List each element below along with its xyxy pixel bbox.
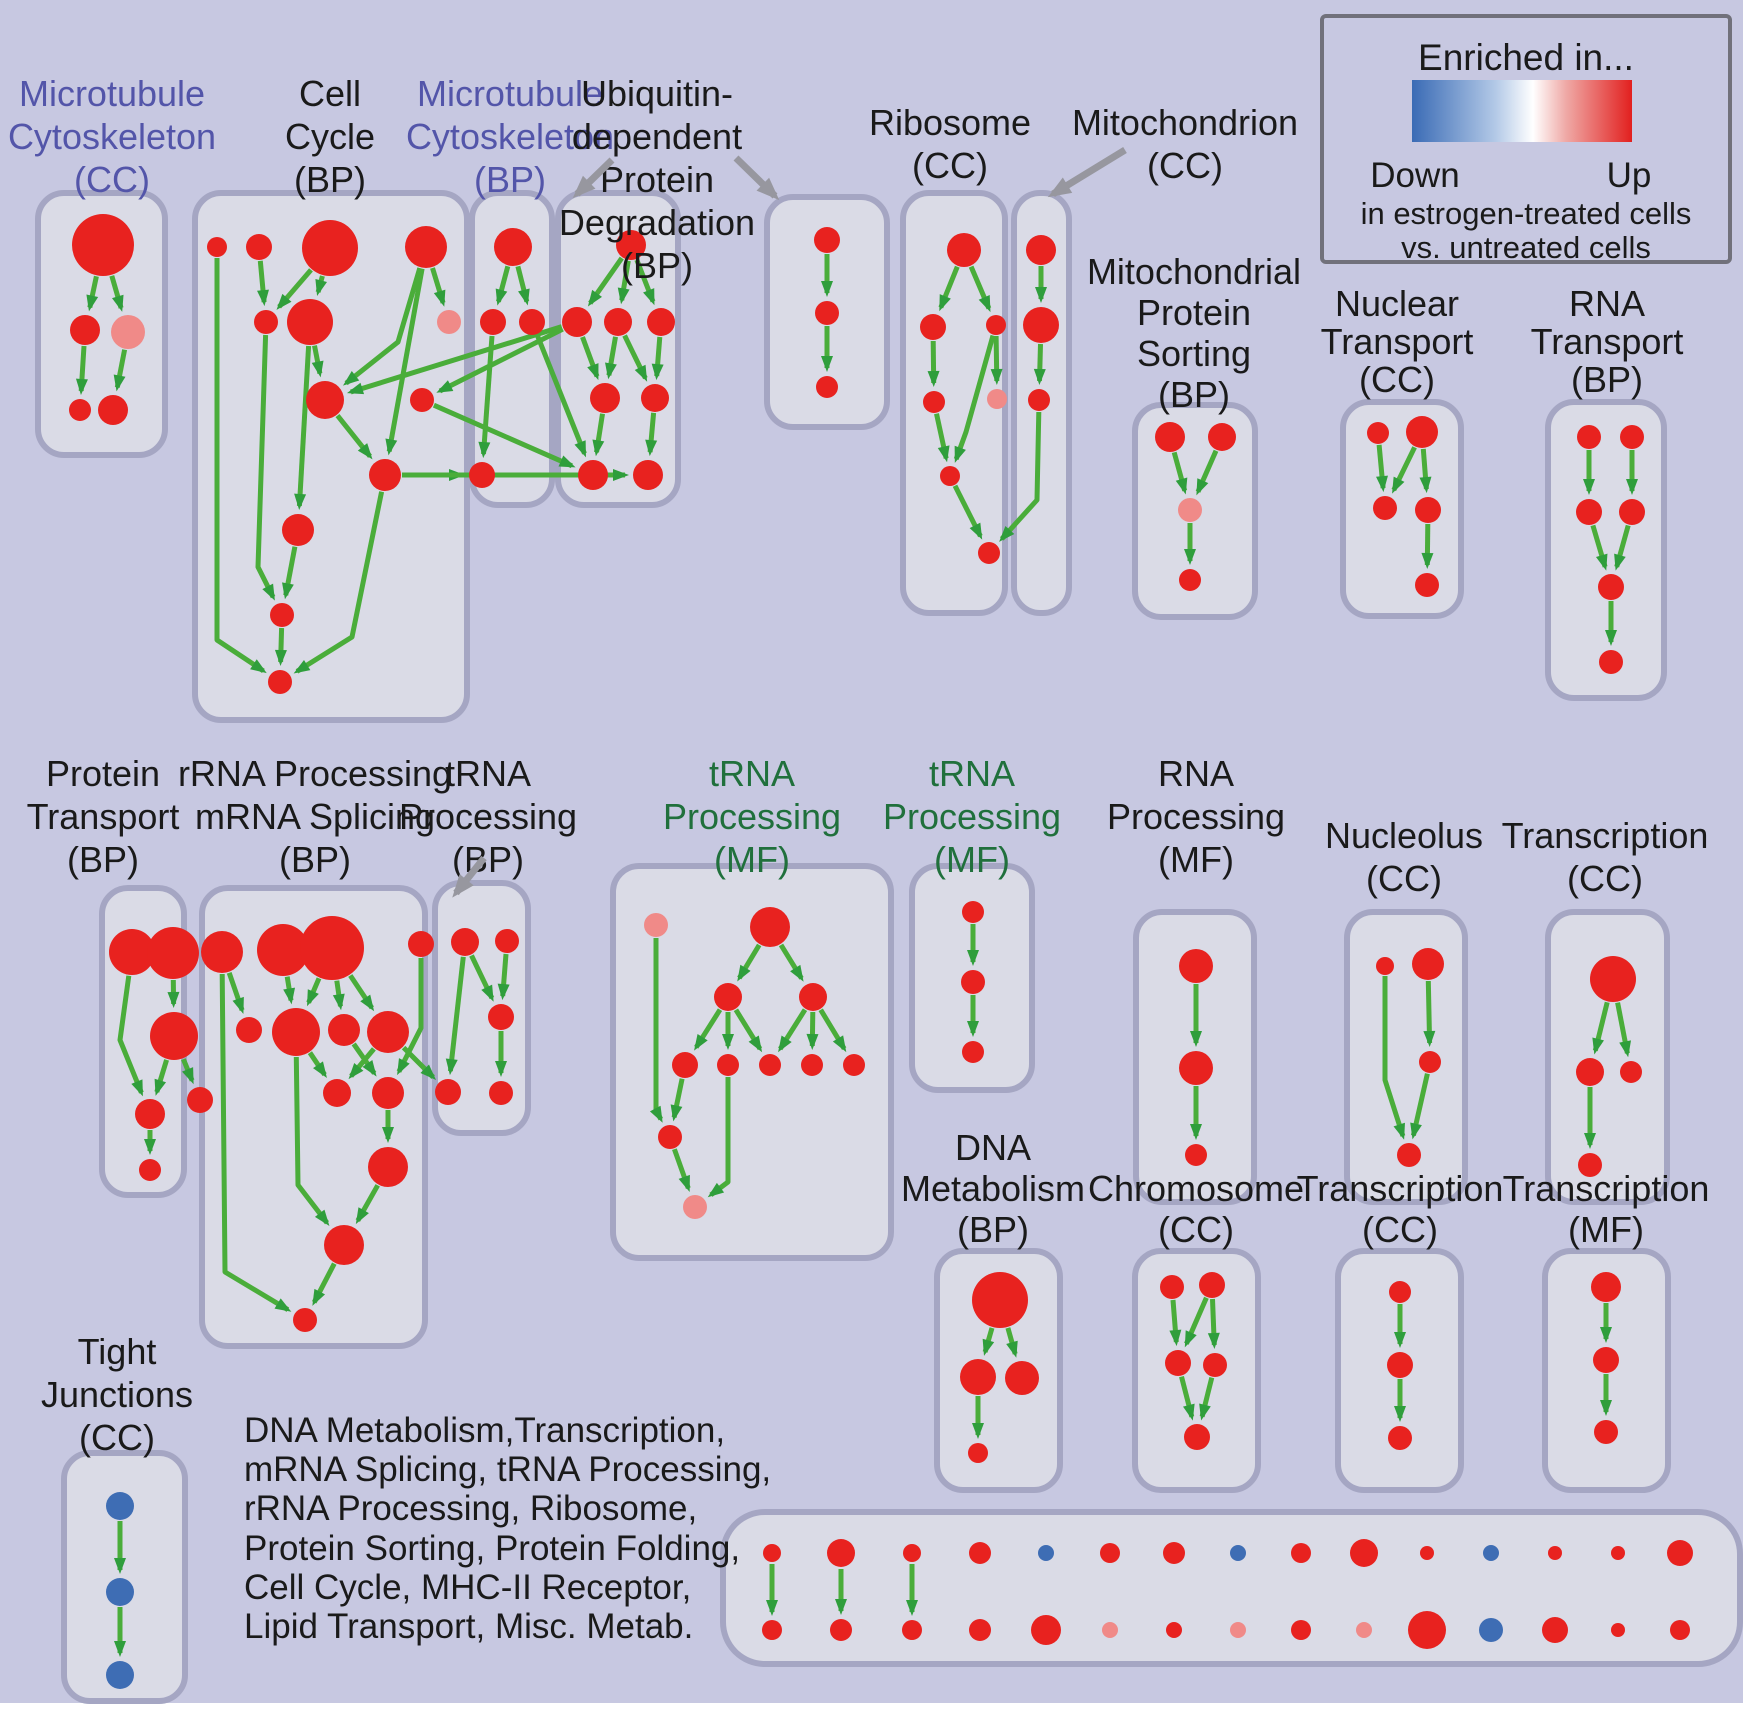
strip-node-bottom-13 xyxy=(1542,1617,1568,1643)
cluster-label-line: RNA xyxy=(1568,283,1646,324)
go-term-node-W0 xyxy=(1591,1272,1621,1302)
cluster-label-line: Microtubule xyxy=(416,73,604,114)
strip-node-top-8 xyxy=(1230,1545,1246,1561)
strip-node-top-3 xyxy=(903,1544,921,1562)
go-term-node-s10 xyxy=(683,1195,707,1219)
legend xyxy=(1322,16,1730,265)
cluster-label-line: tRNA xyxy=(444,753,532,794)
go-term-node-m2 xyxy=(469,462,495,488)
go-term-node-G9 xyxy=(372,1077,404,1109)
go-term-node-G0 xyxy=(201,931,243,973)
go-term-node-m1a xyxy=(480,309,506,335)
go-term-node-Y1 xyxy=(1387,1352,1413,1378)
cluster-label-line: (MF) xyxy=(934,839,1010,880)
edge-u3-u5 xyxy=(657,337,660,376)
go-term-node-RC xyxy=(1185,1144,1207,1166)
edge-c12-c13 xyxy=(281,628,282,662)
cluster-label-line: (BP) xyxy=(621,245,693,286)
go-term-node-q1 xyxy=(1620,425,1644,449)
cluster-label-line: (BP) xyxy=(1571,359,1643,400)
go-term-node-m0 xyxy=(494,228,532,266)
go-term-node-t3 xyxy=(1415,497,1441,523)
go-term-node-c8 xyxy=(306,381,344,419)
edge-K0-K2 xyxy=(1173,1300,1176,1342)
go-term-node-r2 xyxy=(986,315,1006,335)
cluster-label-line: (CC) xyxy=(74,159,150,200)
go-term-node-G4 xyxy=(236,1017,262,1043)
edge-s3-s7 xyxy=(812,1012,813,1046)
cluster-label-line: (CC) xyxy=(1366,858,1442,899)
cluster-label-line: Transport xyxy=(1320,321,1474,362)
go-term-node-c11 xyxy=(282,514,314,546)
go-term-node-v2 xyxy=(816,376,838,398)
edge-r2-r4 xyxy=(996,336,997,381)
go-term-node-G12 xyxy=(293,1308,317,1332)
cluster-label-line: tRNA xyxy=(708,753,796,794)
cluster-label-line: (BP) xyxy=(279,839,351,880)
go-term-node-G11 xyxy=(324,1225,364,1265)
cluster-label-line: Processing xyxy=(398,796,578,837)
go-term-node-D3 xyxy=(968,1443,988,1463)
go-term-node-B2 xyxy=(106,1661,134,1689)
strip-node-top-10 xyxy=(1350,1539,1378,1567)
strip-node-top-4 xyxy=(969,1542,991,1564)
go-term-node-t1 xyxy=(1406,416,1438,448)
note-line: Lipid Transport, Misc. Metab. xyxy=(244,1607,694,1646)
note-line: rRNA Processing, Ribosome, xyxy=(244,1489,698,1528)
go-term-node-ND xyxy=(1397,1143,1421,1167)
cluster-label-line: (CC) xyxy=(1567,858,1643,899)
go-term-node-c7 xyxy=(437,310,461,334)
go-term-node-s3 xyxy=(799,983,827,1011)
legend-gradient-bar xyxy=(1412,80,1632,142)
cluster-label-line: Transport xyxy=(26,796,180,837)
go-term-node-RA xyxy=(1179,949,1213,983)
go-term-node-t0 xyxy=(1367,422,1389,444)
cluster-label-line: tRNA xyxy=(928,753,1016,794)
note-line: Protein Sorting, Protein Folding, xyxy=(244,1529,741,1568)
go-term-node-c4 xyxy=(405,226,447,268)
strip-node-top-5 xyxy=(1038,1545,1054,1561)
cluster-label-line: Ribosome xyxy=(868,102,1032,143)
strip-node-top-9 xyxy=(1291,1543,1311,1563)
go-term-node-G13 xyxy=(187,1087,213,1113)
go-term-node-s1 xyxy=(750,907,790,947)
cluster-label-line: (BP) xyxy=(67,839,139,880)
edge-T1-T2 xyxy=(503,954,506,996)
go-term-node-v0 xyxy=(814,227,840,253)
cluster-label-line: (CC) xyxy=(1359,359,1435,400)
cluster-label-line: (MF) xyxy=(714,839,790,880)
cluster-label-line: Nuclear xyxy=(1334,283,1460,324)
cluster-label-line: Degradation xyxy=(558,202,756,243)
go-term-node-a1 xyxy=(72,214,134,276)
strip-node-top-11 xyxy=(1420,1546,1434,1560)
go-term-node-q3 xyxy=(1619,499,1645,525)
go-term-node-s4 xyxy=(672,1052,698,1078)
cluster-label-line: rRNA Processing xyxy=(177,753,453,794)
edge-r1-r3 xyxy=(933,341,934,383)
cluster-label-line: Transcription xyxy=(1296,1168,1504,1209)
cluster-label-line: Mitochondrion xyxy=(1071,102,1299,143)
strip-node-bottom-3 xyxy=(902,1620,922,1640)
go-term-node-r4 xyxy=(987,389,1007,409)
cluster-label-line: (BP) xyxy=(474,159,546,200)
go-term-node-XB xyxy=(1576,1058,1604,1086)
go-term-node-c5 xyxy=(254,310,278,334)
strip-node-top-13 xyxy=(1548,1546,1562,1560)
cluster-label-line: (BP) xyxy=(294,159,366,200)
go-term-node-RB xyxy=(1179,1051,1213,1085)
go-term-node-K0 xyxy=(1160,1275,1184,1299)
go-term-node-s5 xyxy=(717,1054,739,1076)
cluster-strip xyxy=(723,1512,1740,1664)
go-term-node-r6 xyxy=(978,542,1000,564)
cluster-label-line: Sorting xyxy=(1136,333,1252,374)
cluster-label-line: (MF) xyxy=(1568,1209,1644,1250)
strip-node-bottom-8 xyxy=(1230,1622,1246,1638)
note-line: mRNA Splicing, tRNA Processing, xyxy=(244,1450,772,1489)
cluster-label-line: Nucleolus xyxy=(1324,815,1484,856)
cluster-label-line: Protein xyxy=(45,753,161,794)
go-term-node-a4 xyxy=(69,399,91,421)
strip-node-top-7 xyxy=(1163,1542,1185,1564)
cluster-label-line: (BP) xyxy=(452,839,524,880)
cluster-label-line: Cytoskeleton xyxy=(7,116,217,157)
go-term-node-K3 xyxy=(1203,1353,1227,1377)
cluster-label-line: Cytoskeleton xyxy=(405,116,615,157)
strip-node-top-15 xyxy=(1667,1540,1693,1566)
go-term-node-G10 xyxy=(368,1147,408,1187)
go-term-node-u4 xyxy=(590,383,620,413)
cluster-label-line: Mitochondrial xyxy=(1086,251,1302,292)
go-term-node-a5 xyxy=(98,395,128,425)
go-term-node-P2 xyxy=(150,1012,198,1060)
go-term-node-T3 xyxy=(435,1079,461,1105)
go-term-node-W2 xyxy=(1594,1420,1618,1444)
go-term-node-D1 xyxy=(960,1359,996,1395)
strip-node-bottom-2 xyxy=(830,1619,852,1641)
cluster-label-line: Transport xyxy=(1530,321,1684,362)
go-term-node-K2 xyxy=(1165,1350,1191,1376)
go-term-node-v1 xyxy=(815,301,839,325)
go-term-node-T0 xyxy=(451,928,479,956)
go-term-node-w1 xyxy=(1023,307,1059,343)
go-term-node-c13 xyxy=(268,670,292,694)
go-term-node-T2 xyxy=(488,1004,514,1030)
cluster-label-line: Cycle xyxy=(284,116,376,157)
strip-node-top-1 xyxy=(763,1544,781,1562)
cluster-label-line: Processing xyxy=(882,796,1062,837)
go-term-node-NC xyxy=(1419,1051,1441,1073)
edge-w1-w2 xyxy=(1040,344,1041,381)
strip-node-bottom-7 xyxy=(1166,1622,1182,1638)
go-term-node-c3 xyxy=(302,220,358,276)
legend-title: Enriched in... xyxy=(1418,37,1634,78)
cluster-label-line: Protein xyxy=(1136,292,1252,333)
go-term-node-q5 xyxy=(1599,650,1623,674)
cluster-label-line: Ubiquitin- xyxy=(580,73,734,114)
cluster-label-line: (MF) xyxy=(1158,839,1234,880)
go-term-node-XC xyxy=(1620,1061,1642,1083)
cluster-label-line: (BP) xyxy=(1158,374,1230,415)
go-term-node-s8 xyxy=(843,1054,865,1076)
go-term-node-s2 xyxy=(714,983,742,1011)
go-term-node-c10 xyxy=(369,459,401,491)
go-term-node-s7 xyxy=(801,1054,823,1076)
go-term-node-m1b xyxy=(519,309,545,335)
cluster-label-line: Transcription xyxy=(1502,1168,1710,1209)
cluster-label-line: dependent xyxy=(571,116,743,157)
cluster-label-line: RNA xyxy=(1157,753,1235,794)
strip-node-top-2 xyxy=(827,1539,855,1567)
cluster-label-line: (BP) xyxy=(957,1209,1029,1250)
note-block xyxy=(244,1411,771,1646)
go-term-node-c6 xyxy=(287,299,333,345)
go-term-node-c9 xyxy=(410,388,434,412)
edge-t1-t3 xyxy=(1423,449,1426,489)
go-term-node-Y0 xyxy=(1389,1281,1411,1303)
go-term-node-w2 xyxy=(1028,389,1050,411)
legend-up-label: Up xyxy=(1606,156,1652,195)
go-term-node-r3 xyxy=(923,391,945,413)
go-term-node-z1 xyxy=(961,970,985,994)
strip-node-bottom-9 xyxy=(1291,1620,1311,1640)
go-term-node-P1 xyxy=(147,927,199,979)
cluster-transcription-cc-mid xyxy=(1548,912,1667,1202)
strip-node-bottom-10 xyxy=(1356,1622,1372,1638)
go-term-node-u2 xyxy=(604,308,632,336)
go-term-node-z0 xyxy=(962,901,984,923)
cluster-chromosome xyxy=(1135,1251,1258,1490)
go-term-node-XA xyxy=(1590,956,1636,1002)
cluster-label-line: (CC) xyxy=(1362,1209,1438,1250)
go-term-node-c2 xyxy=(246,234,272,260)
strip-node-bottom-14 xyxy=(1611,1623,1625,1637)
go-term-node-t4 xyxy=(1415,573,1439,597)
cluster-label-line: (CC) xyxy=(1147,145,1223,186)
cluster-nuclear-transport xyxy=(1343,402,1461,616)
cluster-label-line: Tight xyxy=(77,1331,157,1372)
go-term-node-p1 xyxy=(1208,423,1236,451)
go-term-node-G8 xyxy=(323,1079,351,1107)
go-term-node-B0 xyxy=(106,1492,134,1520)
go-term-node-p3 xyxy=(1179,569,1201,591)
cluster-label-line: DNA xyxy=(954,1127,1032,1168)
legend-caption-line2: vs. untreated cells xyxy=(1401,230,1651,265)
go-term-node-s9 xyxy=(658,1125,682,1149)
go-term-node-q0 xyxy=(1577,425,1601,449)
strip-node-bottom-11 xyxy=(1408,1611,1446,1649)
go-term-node-p2 xyxy=(1178,498,1202,522)
cluster-label-line: Transcription xyxy=(1501,815,1709,856)
cluster-label-line: Microtubule xyxy=(18,73,206,114)
go-term-node-u6 xyxy=(578,460,608,490)
strip-node-bottom-4 xyxy=(969,1619,991,1641)
go-term-node-B1 xyxy=(106,1578,134,1606)
go-term-node-P4 xyxy=(139,1159,161,1181)
strip-node-top-6 xyxy=(1100,1543,1120,1563)
go-term-node-p0 xyxy=(1155,422,1185,452)
cluster-label-line: (CC) xyxy=(1158,1209,1234,1250)
go-term-node-q4 xyxy=(1598,574,1624,600)
go-term-node-T4 xyxy=(489,1081,513,1105)
go-term-node-s6 xyxy=(759,1054,781,1076)
cluster-label-line: Chromosome xyxy=(1087,1168,1305,1209)
go-term-node-T1 xyxy=(495,929,519,953)
strip-node-top-12 xyxy=(1483,1545,1499,1561)
note-line: Cell Cycle, MHC-II Receptor, xyxy=(244,1568,692,1607)
strip-node-bottom-1 xyxy=(762,1620,782,1640)
cluster-label-line: Processing xyxy=(1106,796,1286,837)
cluster-label-line: Protein xyxy=(599,159,715,200)
go-term-node-r5 xyxy=(940,466,960,486)
edge-K1-K3 xyxy=(1213,1299,1215,1345)
go-term-node-s0 xyxy=(644,913,668,937)
go-term-node-G5 xyxy=(272,1008,320,1056)
cluster-label-line: Processing xyxy=(662,796,842,837)
go-term-node-w0 xyxy=(1026,235,1056,265)
note-line: DNA Metabolism,Transcription, xyxy=(244,1411,726,1450)
go-term-node-NB xyxy=(1412,948,1444,980)
go-term-node-Y2 xyxy=(1388,1426,1412,1450)
go-term-node-c1 xyxy=(207,237,227,257)
go-term-node-z2 xyxy=(962,1041,984,1063)
edge-NB-NC xyxy=(1428,981,1429,1043)
strip-node-bottom-6 xyxy=(1102,1622,1118,1638)
go-term-node-D2 xyxy=(1005,1361,1039,1395)
go-term-node-G7 xyxy=(367,1011,409,1053)
cluster-label-line: Metabolism xyxy=(900,1168,1086,1209)
edge-u5-u7 xyxy=(650,413,654,452)
go-term-node-G6 xyxy=(328,1014,360,1046)
go-term-node-u5 xyxy=(641,384,669,412)
go-term-node-D0 xyxy=(972,1272,1028,1328)
cluster-label-line: Junctions xyxy=(40,1374,194,1415)
cluster-label-line: mRNA Splicing xyxy=(194,796,436,837)
go-term-node-P3 xyxy=(135,1099,165,1129)
cluster-label-line: (CC) xyxy=(79,1417,155,1458)
go-term-node-G3 xyxy=(408,931,434,957)
cluster-label-line: Cell xyxy=(298,73,362,114)
go-term-node-u3 xyxy=(647,308,675,336)
go-term-node-c12 xyxy=(270,603,294,627)
go-term-node-t2 xyxy=(1373,496,1397,520)
strip-node-bottom-12 xyxy=(1479,1618,1503,1642)
cluster-label-line: (CC) xyxy=(912,145,988,186)
legend-down-label: Down xyxy=(1370,156,1460,195)
go-term-node-a3 xyxy=(111,315,145,349)
go-term-node-K4 xyxy=(1184,1424,1210,1450)
strip-node-bottom-5 xyxy=(1031,1615,1061,1645)
strip-node-bottom-15 xyxy=(1670,1620,1690,1640)
go-term-node-r0 xyxy=(947,233,981,267)
strip-node-top-14 xyxy=(1611,1546,1625,1560)
edge-t3-t4 xyxy=(1427,524,1428,565)
go-term-node-u7 xyxy=(633,460,663,490)
go-term-node-K1 xyxy=(1199,1272,1225,1298)
go-term-node-q2 xyxy=(1576,499,1602,525)
legend-caption-line1: in estrogen-treated cells xyxy=(1360,196,1692,231)
go-term-node-NA xyxy=(1376,957,1394,975)
go-term-node-a2 xyxy=(70,315,100,345)
go-term-node-u1 xyxy=(562,307,592,337)
go-term-node-r1 xyxy=(920,314,946,340)
go-term-node-W1 xyxy=(1593,1347,1619,1373)
edge-a2-a4 xyxy=(81,346,84,391)
go-term-node-G2 xyxy=(300,916,364,980)
